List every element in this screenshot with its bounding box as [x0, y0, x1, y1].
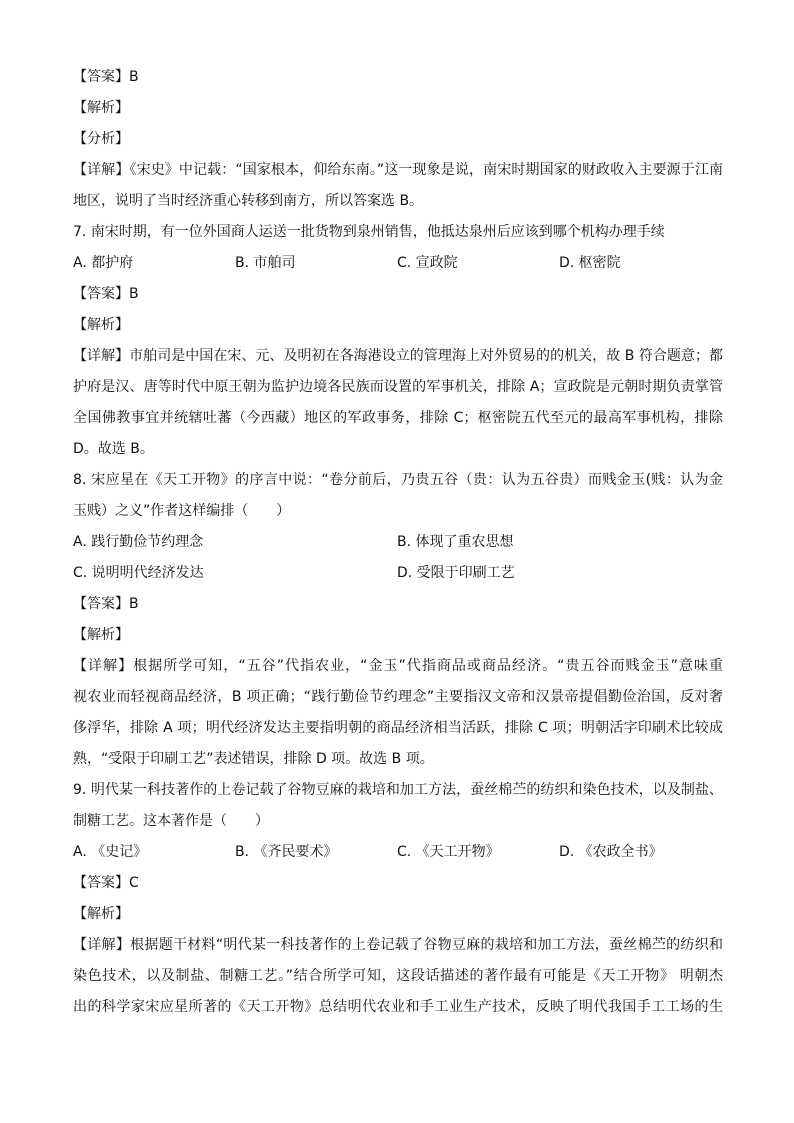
analysis-label: 【解析】 [73, 627, 129, 643]
text-line: 【详解】《宋史》中记载：“国家根本，仰给东南。”这一现象是说，南宋时期国家的财政收入主要源于江南 [73, 162, 723, 178]
text-line: D。故选 B。 [73, 441, 154, 457]
option: C. 说明明代经济发达 [73, 565, 204, 581]
text-line: 【详解】市舶司是中国在宋、元、及明初在各海港设立的管理海上对外贸易的的机关，故 B 符合题意；都 [73, 348, 723, 364]
text-line: 染色技术，以及制盐、制糖工艺。”结合所学可知，这段话描述的著作最有可能是《天工开物》 明朝杰 [73, 968, 723, 984]
answer-label: 【答案】C [73, 875, 139, 891]
question-9 [73, 775, 723, 837]
option: B. 市舶司 [235, 255, 296, 271]
options-q9 [73, 837, 723, 868]
text-line: 全国佛教事宜并统辖吐蕃（今西藏）地区的军政事务，排除 C；枢密院五代至元的最高军事机构，排除 [73, 410, 723, 426]
detail-q7 [73, 341, 723, 465]
analysis-label: 【解析】 [73, 317, 129, 333]
text-line: 护府是汉、唐等时代中原王朝为监护边境各民族而设置的军事机关，排除 A；宣政院是元朝时期负责掌管 [73, 379, 723, 395]
option: A. 《史记》 [73, 844, 148, 860]
answer-label: 【答案】B [73, 596, 139, 612]
question-8 [73, 465, 723, 527]
detail-q6 [73, 155, 723, 217]
options-q8-row2 [73, 558, 723, 589]
option: A. 都护府 [73, 255, 134, 271]
option: B. 体现了重农思想 [397, 534, 514, 550]
text-line: 玉贱）之义”作者这样编排（ ） [73, 503, 291, 519]
text-line: 制糖工艺。这本著作是（ ） [73, 813, 269, 829]
text-line: 8. 宋应星在《天工开物》的序言中说：“卷分前后，乃贵五谷（贵：认为五谷贵）而贱金玉(贱：认为金 [73, 472, 723, 488]
answer-label: 【答案】B [73, 69, 139, 85]
document-page [73, 62, 723, 1023]
analysis-label: 【解析】 [73, 906, 129, 922]
option: D. 受限于印刷工艺 [397, 565, 515, 581]
options-q7 [73, 248, 723, 279]
text-line: 地区，说明了当时经济重心转移到南方，所以答案选 B。 [73, 193, 424, 209]
text-line: 视农业而轻视商品经济，B 项正确；“践行勤俭节约理念”主要指汉文帝和汉景帝提倡勤俭治国，反对奢 [73, 689, 723, 705]
option: D. 枢密院 [559, 255, 621, 271]
detail-q8 [73, 651, 723, 775]
text-line: 【详解】根据题干材料“明代某一科技著作的上卷记载了谷物豆麻的栽培和加工方法，蚕丝棉苎的纺织和 [73, 937, 723, 953]
detail-q9 [73, 930, 723, 1023]
option: C. 宣政院 [397, 255, 458, 271]
question-7: 7. 南宋时期，有一位外国商人运送一批货物到泉州销售，他抵达泉州后应该到哪个机构办理手续 [73, 224, 665, 240]
option: D. 《农政全书》 [559, 844, 663, 860]
text-line: 出的科学家宋应星所著的《天工开物》总结明代农业和手工业生产技术，反映了明代我国手工工场的生 [73, 999, 723, 1015]
text-line: 熟，“受限于印刷工艺”表述错误，排除 D 项。故选 B 项。 [73, 751, 434, 767]
answer-label: 【答案】B [73, 286, 139, 302]
option: B. 《齐民要术》 [235, 844, 338, 860]
text-line: 【详解】根据所学可知，“五谷”代指农业，“金玉”代指商品或商品经济。“贵五谷而贱金玉”意味重 [73, 658, 723, 674]
breakdown-label: 【分析】 [73, 131, 129, 147]
text-line: 侈浮华，排除 A 项；明代经济发达主要指明朝的商品经济相当活跃，排除 C 项；明朝活字印刷术比较成 [73, 720, 723, 736]
analysis-label: 【解析】 [73, 100, 129, 116]
options-q8-row1 [73, 527, 723, 558]
text-line: 9. 明代某一科技著作的上卷记载了谷物豆麻的栽培和加工方法，蚕丝棉苎的纺织和染色技术，以及制盐、 [73, 782, 723, 798]
option: C. 《天工开物》 [397, 844, 500, 860]
option: A. 践行勤俭节约理念 [73, 534, 204, 550]
